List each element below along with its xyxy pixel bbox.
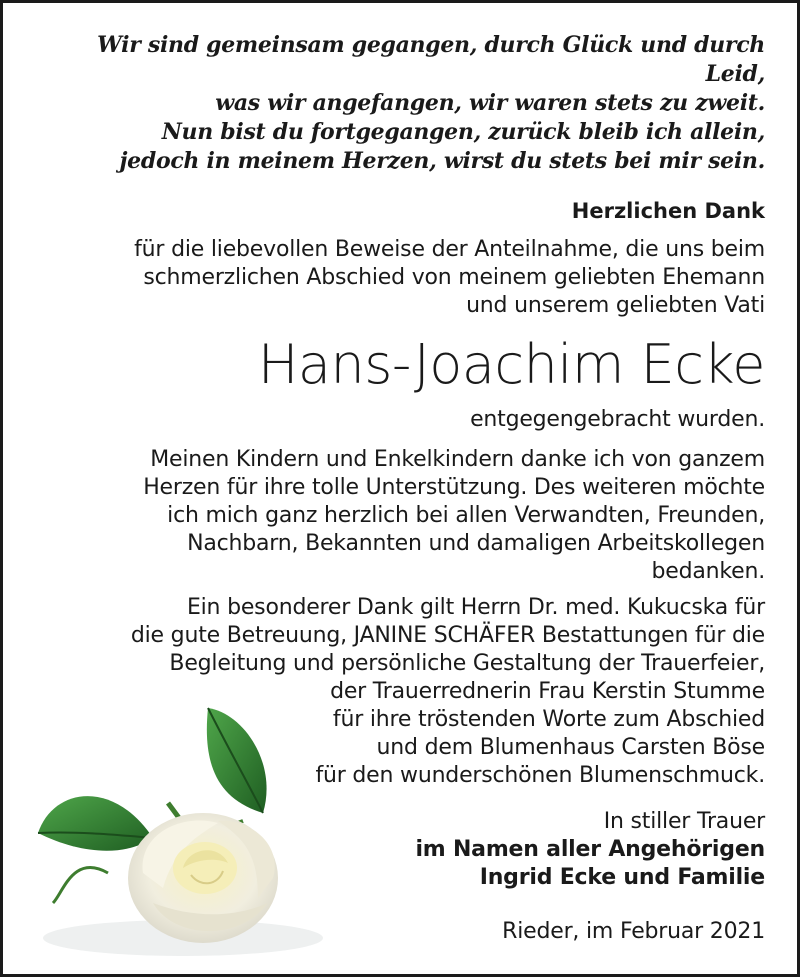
intro-line: für die liebevollen Beweise der Anteilnahme, die uns beim <box>134 237 765 262</box>
poem-line: Nun bist du fortgegangen, zurück bleib ich allein, <box>161 119 765 145</box>
intro-line: schmerzlichen Abschied von meinem geliebten Ehemann <box>143 265 765 290</box>
poem <box>43 31 765 176</box>
paragraph-line: Nachbarn, Bekannten und damaligen Arbeitskollegen <box>187 531 765 556</box>
intro-text <box>43 236 765 320</box>
place-date-line: Rieder, im Februar 2021 <box>502 919 765 944</box>
poem-line: was wir angefangen, wir waren stets zu zweit. <box>215 90 765 116</box>
after-name-line: entgegengebracht wurden. <box>470 407 765 432</box>
thanks-heading: Herzlichen Dank <box>571 199 765 223</box>
paragraph-line: für den wunderschönen Blumenschmuck. <box>315 763 765 788</box>
obituary-text <box>43 31 765 946</box>
paragraph-line: ich mich ganz herzlich bei allen Verwandten, Freunden, <box>167 503 765 528</box>
paragraph-line: Herzen für ihre tolle Unterstützung. Des weiteren möchte <box>143 475 765 500</box>
poem-line: jedoch in meinem Herzen, wirst du stets bei mir sein. <box>119 148 765 174</box>
poem-line: Wir sind gemeinsam gegangen, durch Glück und durch Leid, <box>97 32 765 87</box>
deceased-name: Hans-Joachim Ecke <box>257 333 765 396</box>
signature-line: Ingrid Ecke und Familie <box>479 865 765 890</box>
paragraph-line: Meinen Kindern und Enkelkindern danke ich von ganzem <box>150 447 765 472</box>
signature-block <box>43 808 765 892</box>
paragraph-line: bedanken. <box>651 559 765 584</box>
family-thanks-paragraph <box>43 446 765 586</box>
paragraph-line: der Trauerrednerin Frau Kerstin Stumme <box>330 679 765 704</box>
paragraph-line: Begleitung und persönliche Gestaltung der Trauerfeier, <box>169 651 765 676</box>
paragraph-line: für ihre tröstenden Worte zum Abschied <box>332 707 765 732</box>
intro-line: und unserem geliebten Vati <box>466 293 765 318</box>
signature-line: In stiller Trauer <box>603 809 765 834</box>
place-date <box>43 918 765 946</box>
paragraph-line: und dem Blumenhaus Carsten Böse <box>376 735 765 760</box>
paragraph-line: die gute Betreuung, JANINE SCHÄFER Bestattungen für die <box>130 623 765 648</box>
paragraph-line: Ein besonderer Dank gilt Herrn Dr. med. Kukucska für <box>186 595 765 620</box>
special-thanks-paragraph <box>43 594 765 790</box>
signature-line: im Namen aller Angehörigen <box>415 837 765 862</box>
after-name-text <box>43 406 765 434</box>
